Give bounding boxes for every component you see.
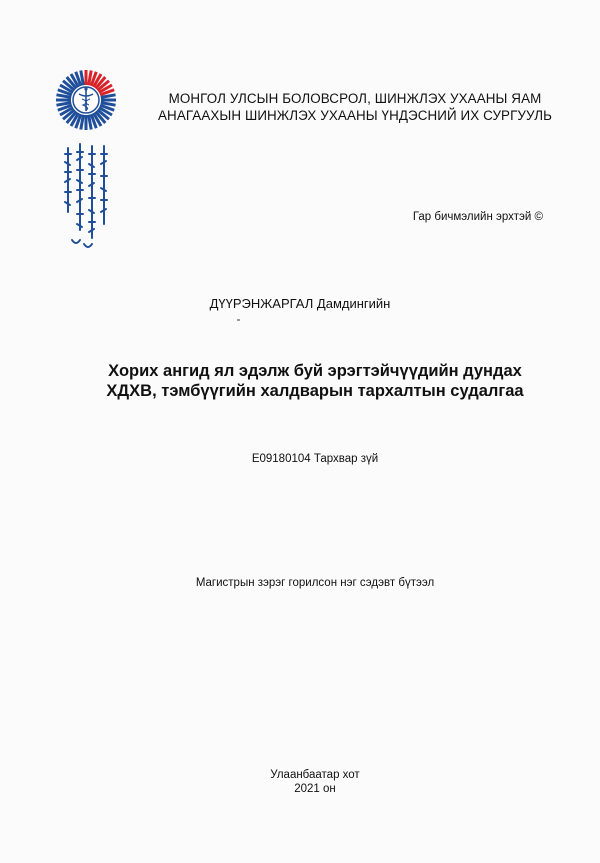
scan-speck xyxy=(237,319,240,321)
city: Улаанбаатар хот xyxy=(270,769,360,781)
year: 2021 он xyxy=(294,783,336,795)
ministry-line-1: МОНГОЛ УЛСЫН БОЛОВСРОЛ, ШИНЖЛЭХ УХААНЫ ЯАМ xyxy=(168,91,542,106)
thesis-title-line-1: Хорих ангид ял эдэлж буй эрэгтэйчүүдийн дундах xyxy=(108,362,522,380)
specialty-code: E09180104 Тархвар зүй xyxy=(251,453,379,465)
place-and-year xyxy=(0,768,600,796)
author-name: ДҮҮРЭНЖАРГАЛ Дамдингийн xyxy=(209,296,391,311)
university-name: АНАГААХЫН ШИНЖЛЭХ УХААНЫ ҮНДЭСНИЙ ИХ СУРГУУЛЬ xyxy=(158,108,552,123)
copyright-notice: Гар бичмэлийн эрхтэй © xyxy=(412,211,543,223)
degree-statement: Магистрын зэрэг горилсон нэг сэдэвт бүтээл xyxy=(195,577,435,589)
ministry-header xyxy=(120,90,590,124)
thesis-title-line-2: ХДХВ, тэмбүүгийн халдварын тархалтын судалгаа xyxy=(106,382,524,400)
university-emblem-icon xyxy=(48,62,118,252)
thesis-title xyxy=(0,361,600,401)
